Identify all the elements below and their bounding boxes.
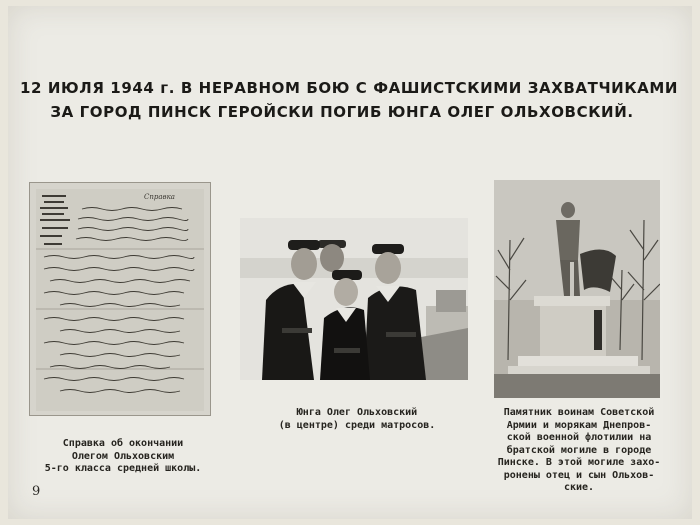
headline-line-2: ЗА ГОРОД ПИНСК ГЕРОЙСКИ ПОГИБ ЮНГА ОЛЕГ ОЛЬХОВСКИЙ.	[50, 103, 634, 121]
caption-line: ские.	[563, 482, 595, 493]
caption-line: Олегом Ольховским	[71, 450, 175, 462]
certificate-title: Справка	[144, 193, 175, 201]
sailors-group-photo	[240, 218, 468, 380]
caption-line: Юнга Олег Ольховский	[296, 407, 418, 418]
caption-line: ской военной флотилии на	[506, 432, 652, 443]
caption-line: Памятник воинам Советской	[503, 407, 655, 418]
monument-caption	[494, 407, 664, 495]
caption-line: ронены отец и сын Ольхов-	[503, 469, 655, 481]
page-headline	[20, 76, 679, 124]
sailors-caption	[262, 407, 452, 432]
caption-line: Пинске. В этой могиле захо-	[497, 457, 661, 468]
caption-line: 5-го класса средней школы.	[44, 463, 202, 474]
monument-photo	[494, 180, 660, 398]
certificate-document-image	[30, 183, 210, 415]
headline-line-1: 12 ИЮЛЯ 1944 г. В НЕРАВНОМ БОЮ С ФАШИСТСКИМИ ЗАХВАТЧИКАМИ	[20, 79, 679, 97]
school-certificate-photo	[30, 183, 210, 415]
monument-image	[494, 180, 660, 398]
certificate-caption	[38, 438, 208, 476]
caption-line: Справка об окончании	[62, 438, 184, 449]
sailors-image	[240, 218, 468, 380]
caption-line: Армии и морякам Днепров-	[506, 419, 652, 431]
caption-line: братской могиле в городе	[506, 444, 652, 456]
page-number: 9	[32, 484, 41, 499]
caption-line: (в центре) среди матросов.	[278, 419, 436, 431]
